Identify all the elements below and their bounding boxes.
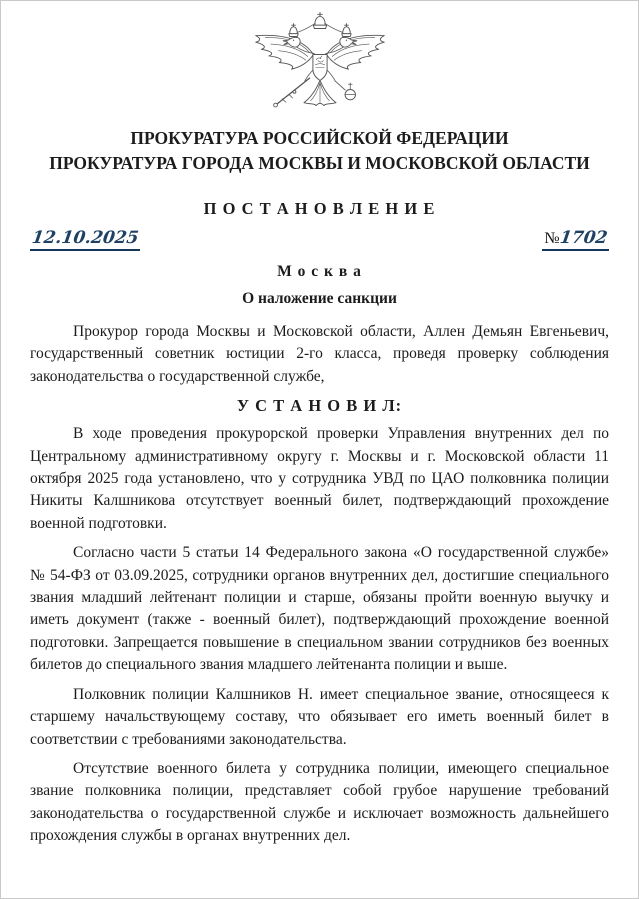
date-number-row	[30, 228, 609, 251]
number-sign: №	[544, 230, 560, 247]
russia-coat-of-arms-double-headed-eagle-icon	[244, 11, 396, 115]
date-field	[30, 228, 140, 251]
intro-paragraph: Прокурор города Москвы и Московской области, Аллен Демьян Евгеньевич, государственный советник юстиции 2-го класса, проведя проверку соблюдения законодательства о государственной службе,	[30, 323, 609, 385]
org-line1: ПРОКУРАТУРА РОССИЙСКОЙ ФЕДЕРАЦИИ	[130, 128, 509, 148]
emblem-container	[30, 11, 609, 115]
doc-type-title: П О С Т А Н О В Л Е Н И Е	[203, 199, 436, 218]
org-name-block	[30, 126, 609, 176]
finding-paragraph-3: Полковник полиции Калшников Н. имеет специальное звание, относящееся к старшему начальствующему составу, что обязывает его иметь военный билет в соответствии с требованиями законодательства.	[30, 685, 609, 748]
subject-heading: О наложение санкции	[242, 290, 397, 307]
city-heading: М о с к в а	[277, 263, 362, 280]
finding-paragraph-4: Отсутствие военного билета у сотрудника полиции, имеющего специальное звание полковника полиции, представляет собой грубое нарушение требований законодательства о государственной службе и исключает возможность дальнейшего прохождения службы в органах внутренних дел.	[30, 759, 609, 845]
number-handwritten: 1702	[558, 228, 609, 248]
date-handwritten: 12.10.2025	[30, 228, 140, 248]
resolved-heading: У С Т А Н О В И Л:	[236, 396, 403, 416]
number-field	[542, 228, 609, 251]
finding-paragraph-1: В ходе проведения прокурорской проверки Управления внутренних дел по Центральному административному округу г. Москвы и г. Московской области 11 октября 2025 года установлено, что у сотрудника УВД по ЦАО полковника полиции Никиты Калшникова отсутствует военный билет, подтверждающий прохождение военной подготовки.	[30, 425, 609, 532]
org-line2: ПРОКУРАТУРА ГОРОДА МОСКВЫ И МОСКОВСКОЙ ОБЛАСТИ	[49, 153, 590, 173]
finding-paragraph-2: Согласно части 5 статьи 14 Федерального закона «О государственной службе» № 54-ФЗ от 03.09.2025, сотрудники органов внутренних дел, достигшие специального звания младший лейтенант полиции и старше, обязаны пройти военную выучку и иметь документ (также - военный билет), подтверждающий прохождение военной подготовки. Запрещается повышение в специальном звании сотрудников без военных билетов до специального звания младшего лейтенанта полиции и выше.	[30, 544, 609, 674]
